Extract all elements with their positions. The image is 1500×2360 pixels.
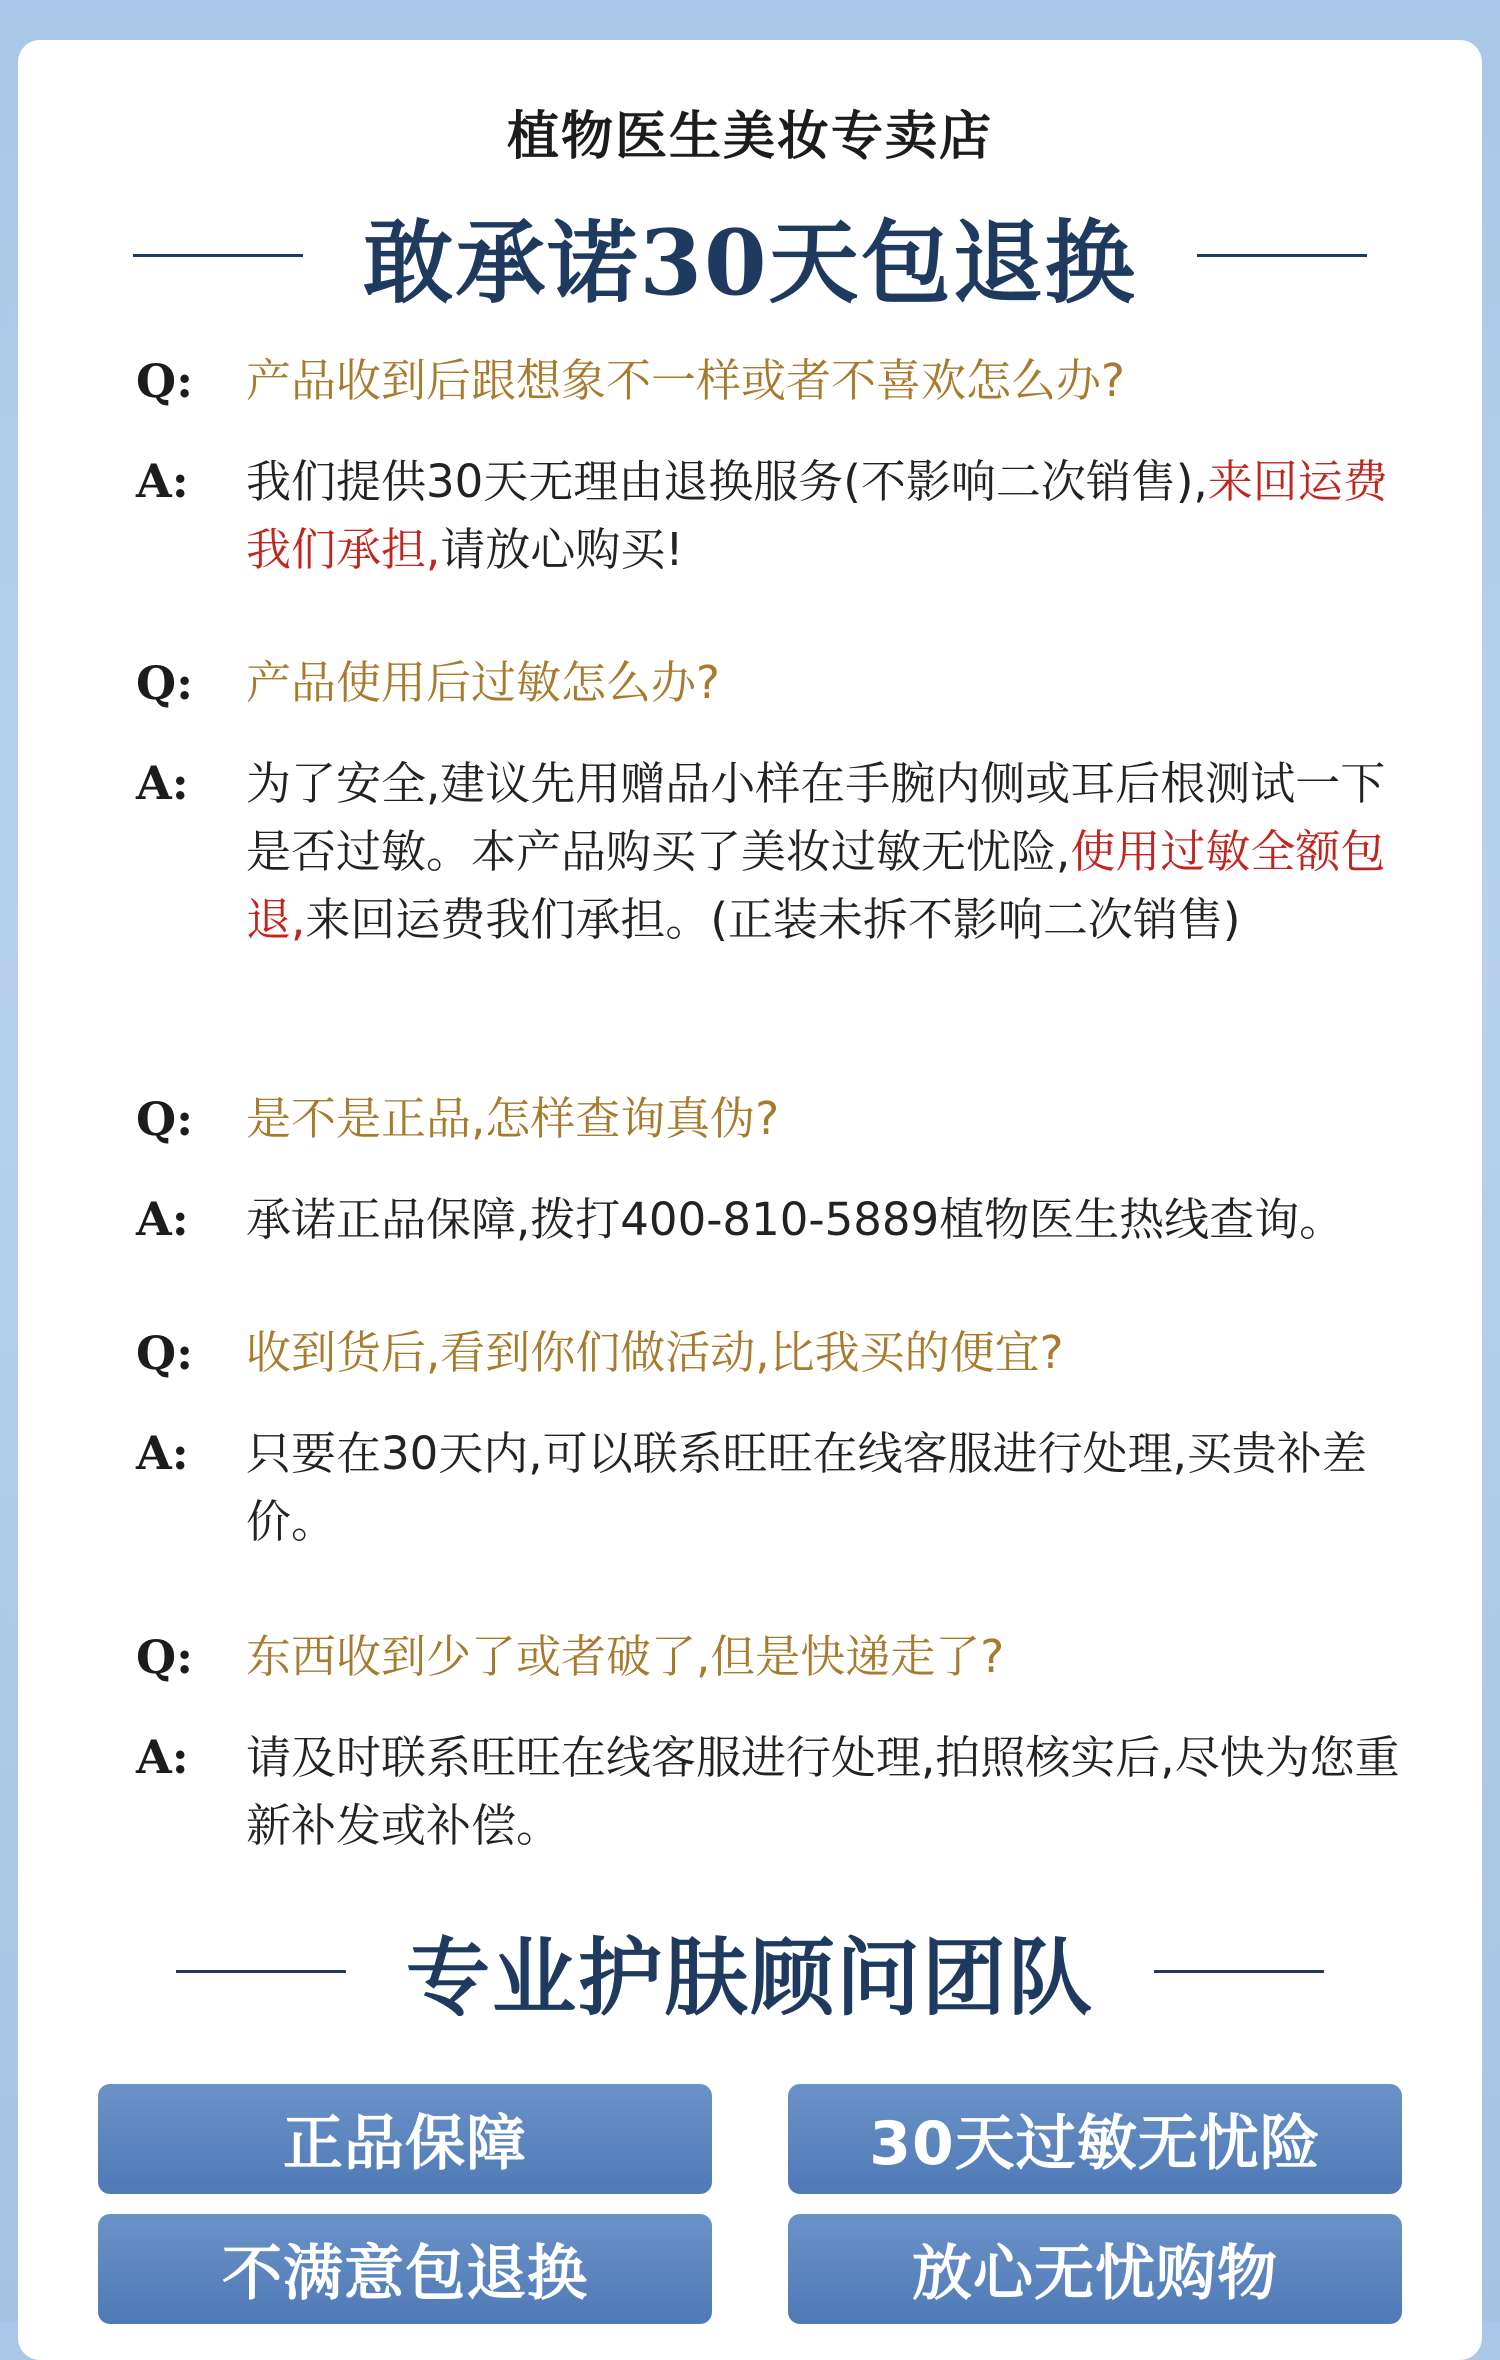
answer-part: 来回运费我们承担。(正装未拆不影响二次销售) bbox=[305, 893, 1241, 946]
faq-answer bbox=[136, 1724, 1416, 1860]
divider-right bbox=[1154, 1970, 1324, 1973]
content-card bbox=[18, 40, 1482, 2360]
answer-text: 只要在30天内,可以联系旺旺在线客服进行处理,买贵补差价。 bbox=[246, 1427, 1367, 1548]
divider-right bbox=[1197, 254, 1367, 257]
team-headline: 专业护肤顾问团队 bbox=[405, 1927, 1094, 2027]
page-headline: 敢承诺30天包退换 bbox=[363, 210, 1137, 316]
a-tag: A: bbox=[136, 454, 189, 508]
answer-part: 请放心购买! bbox=[440, 523, 684, 576]
question-text: 收到货后,看到你们做活动,比我买的便宜? bbox=[246, 1326, 1064, 1379]
a-tag: A: bbox=[136, 1426, 189, 1480]
answer-highlight: 使用过敏全额包退, bbox=[246, 825, 1386, 946]
badge-allergy-insurance: 30天过敏无忧险 bbox=[788, 2084, 1402, 2194]
q-tag: Q: bbox=[136, 656, 194, 710]
q-tag: Q: bbox=[136, 354, 194, 408]
question-text: 东西收到少了或者破了,但是快递走了? bbox=[246, 1630, 1005, 1683]
badge-authentic: 正品保障 bbox=[98, 2084, 712, 2194]
faq-question bbox=[136, 1086, 1416, 1152]
a-tag: A: bbox=[136, 756, 189, 810]
answer-text bbox=[246, 448, 1416, 584]
q-tag: Q: bbox=[136, 1326, 194, 1380]
store-name: 植物医生美妆专卖店 bbox=[506, 106, 993, 167]
faq-item-5 bbox=[136, 1624, 1416, 1894]
answer-part: 为了安全,建议先用赠品小样在手腕内侧或耳后根测试一下是否过敏。本产品购买了美妆过敏无忧险, bbox=[246, 757, 1386, 878]
faq-item-2 bbox=[136, 650, 1416, 988]
faq-answer bbox=[136, 1186, 1416, 1254]
answer-part: 我们提供30天无理由退换服务(不影响二次销售), bbox=[246, 455, 1208, 508]
faq-answer bbox=[136, 448, 1416, 584]
q-tag: Q: bbox=[136, 1630, 194, 1684]
faq-question bbox=[136, 1320, 1416, 1386]
faq-item-3 bbox=[136, 1086, 1416, 1288]
faq-question bbox=[136, 650, 1416, 716]
faq-answer bbox=[136, 750, 1416, 954]
faq-question bbox=[136, 1624, 1416, 1690]
answer-text: 承诺正品保障,拨打400-810-5889植物医生热线查询。 bbox=[246, 1193, 1345, 1246]
faq-item-4 bbox=[136, 1320, 1416, 1590]
answer-text bbox=[246, 750, 1416, 954]
divider-left bbox=[133, 254, 303, 257]
question-text: 产品使用后过敏怎么办? bbox=[246, 656, 720, 709]
faq-answer bbox=[136, 1420, 1416, 1556]
a-tag: A: bbox=[136, 1192, 189, 1246]
a-tag: A: bbox=[136, 1730, 189, 1784]
answer-text: 请及时联系旺旺在线客服进行处理,拍照核实后,尽快为您重新补发或补偿。 bbox=[246, 1731, 1400, 1852]
faq-item-1 bbox=[136, 348, 1416, 618]
badge-worry-free: 放心无忧购物 bbox=[788, 2214, 1402, 2324]
question-text: 产品收到后跟想象不一样或者不喜欢怎么办? bbox=[246, 354, 1125, 407]
team-headline-row bbox=[18, 1916, 1482, 2026]
faq-question bbox=[136, 348, 1416, 414]
q-tag: Q: bbox=[136, 1092, 194, 1146]
divider-left bbox=[176, 1970, 346, 1973]
answer-highlight: 来回运费我们承担, bbox=[246, 455, 1388, 576]
headline-row bbox=[18, 200, 1482, 316]
question-text: 是不是正品,怎样查询真伪? bbox=[246, 1092, 780, 1145]
badge-return-guarantee: 不满意包退换 bbox=[98, 2214, 712, 2324]
